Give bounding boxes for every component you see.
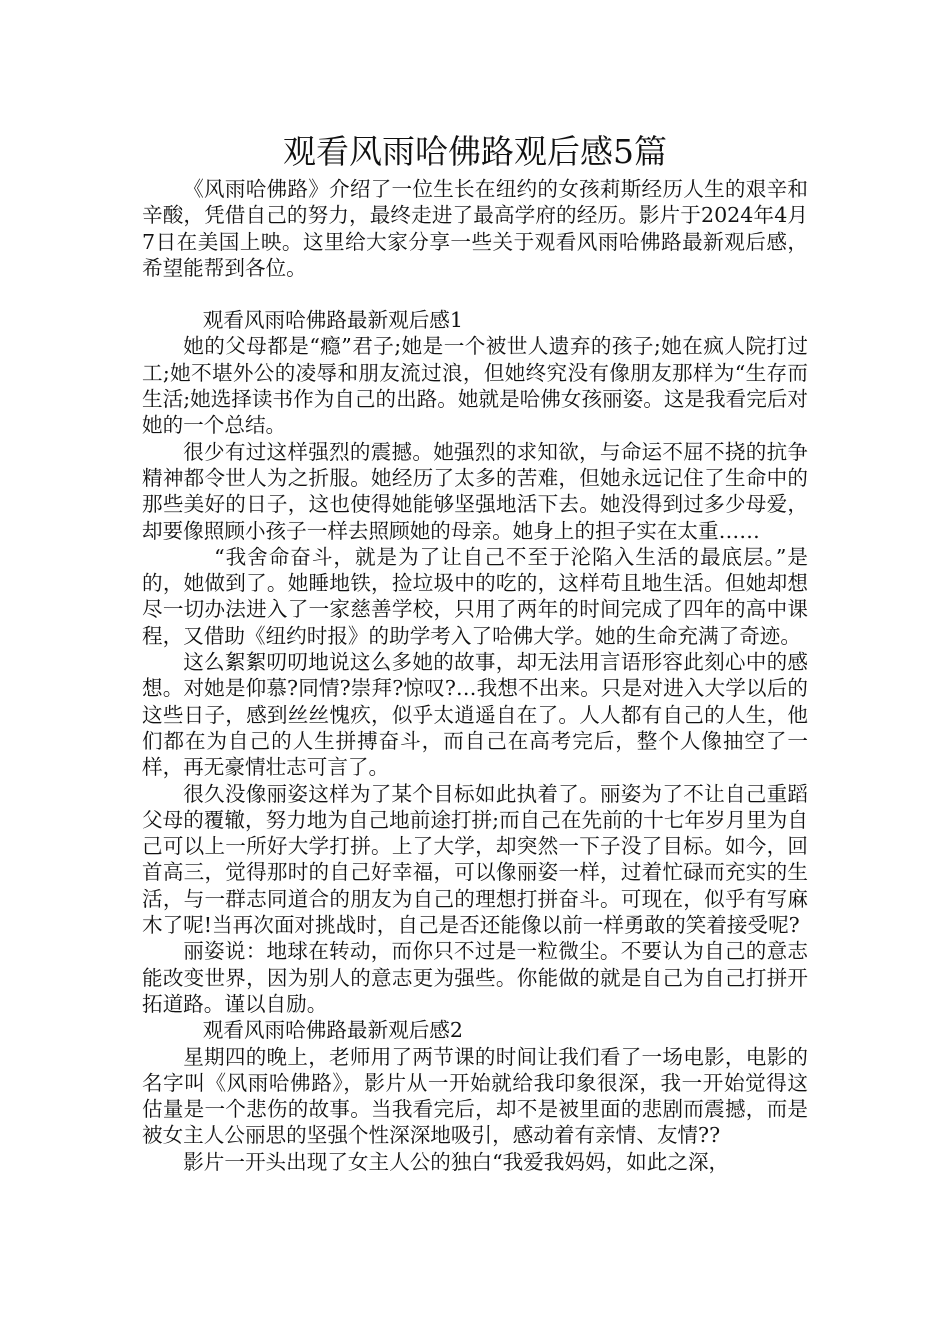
body-paragraph: 影片一开头出现了女主人公的独白“我爱我妈妈，如此之深， bbox=[183, 1149, 730, 1174]
body-paragraph: 她的父母都是“瘾”君子;她是一个被世人遗弃的孩子;她在疯人院打过工;她不堪外公的凌辱和朋友流过浪，但她终究没有像朋友那样为“生存而生活;她选择读书作为自己的出路。她就是哈佛女孩丽姿。这是我看完后对她的一个总结。 bbox=[142, 334, 808, 438]
document-page bbox=[142, 130, 808, 1175]
body-paragraph: 很少有过这样强烈的震撼。她强烈的求知欲，与命运不屈不挠的抗争精神都令世人为之折服。她经历了太多的苦难，但她永远记住了生命中的那些美好的日子，这也使得她能够坚强地活下去。她没得到过多少母爱，却要像照顾小孩子一样去照顾她的母亲。她身上的担子实在太重…… bbox=[142, 439, 808, 543]
blank-line bbox=[142, 281, 808, 307]
body-paragraph: “我舍命奋斗，就是为了让自己不至于沦陷入生活的最底层。”是的，她做到了。她睡地铁，捡垃圾中的吃的，这样苟且地生活。但她却想尽一切办法进入了一家慈善学校，只用了两年的时间完成了四年的高中课程，又借助《纽约时报》的助学考入了哈佛大学。她的生命充满了奇迹。 bbox=[142, 544, 808, 648]
intro-paragraph: 《风雨哈佛路》介绍了一位生长在纽约的女孩莉斯经历人生的艰辛和辛酸，凭借自己的努力，最终走进了最高学府的经历。影片于2024年4月7日在美国上映。这里给大家分享一些关于观看风雨哈佛路最新观后感，希望能帮到各位。 bbox=[142, 177, 808, 280]
section-heading-1: 观看风雨哈佛路最新观后感1 bbox=[202, 308, 463, 333]
body-paragraph: 星期四的晚上，老师用了两节课的时间让我们看了一场电影，电影的名字叫《风雨哈佛路》，影片从一开始就给我印象很深，我一开始觉得这估量是一个悲伤的故事。当我看完后，却不是被里面的悲剧而震撼，而是被女主人公丽思的坚强个性深深地吸引，感动着有亲情、友情?? bbox=[142, 1044, 808, 1148]
document-title: 观看风雨哈佛路观后感5篇 bbox=[283, 132, 667, 171]
body-paragraph: 丽姿说：地球在转动，而你只不过是一粒微尘。不要认为自己的意志能改变世界，因为别人的意志更为强些。你能做的就是自己为自己打拼开拓道路。谨以自励。 bbox=[142, 939, 808, 1016]
body-paragraph: 很久没像丽姿这样为了某个目标如此执着了。丽姿为了不让自己重蹈父母的覆辙，努力地为自己地前途打拼;而自己在先前的十七年岁月里为自己可以上一所好大学打拼。上了大学，却突然一下子没了目标。如今，回首高三，觉得那时的自己好幸福，可以像丽姿一样，过着忙碌而充实的生活，与一群志同道合的朋友为自己的理想打拼奋斗。可现在，似乎有写麻木了呢!当再次面对挑战时，自己是否还能像以前一样勇敢的笑着接受呢? bbox=[142, 781, 808, 938]
section-heading-2: 观看风雨哈佛路最新观后感2 bbox=[202, 1018, 463, 1043]
body-paragraph: 这么絮絮叨叨地说这么多她的故事，却无法用言语形容此刻心中的感想。对她是仰慕?同情?崇拜?惊叹?…我想不出来。只是对进入大学以后的这些日子，感到丝丝愧疚，似乎太逍遥自在了。人人都有自己的人生，他们都在为自己的人生拼搏奋斗，而自己在高考完后，整个人像抽空了一样，再无豪情壮志可言了。 bbox=[142, 650, 808, 780]
